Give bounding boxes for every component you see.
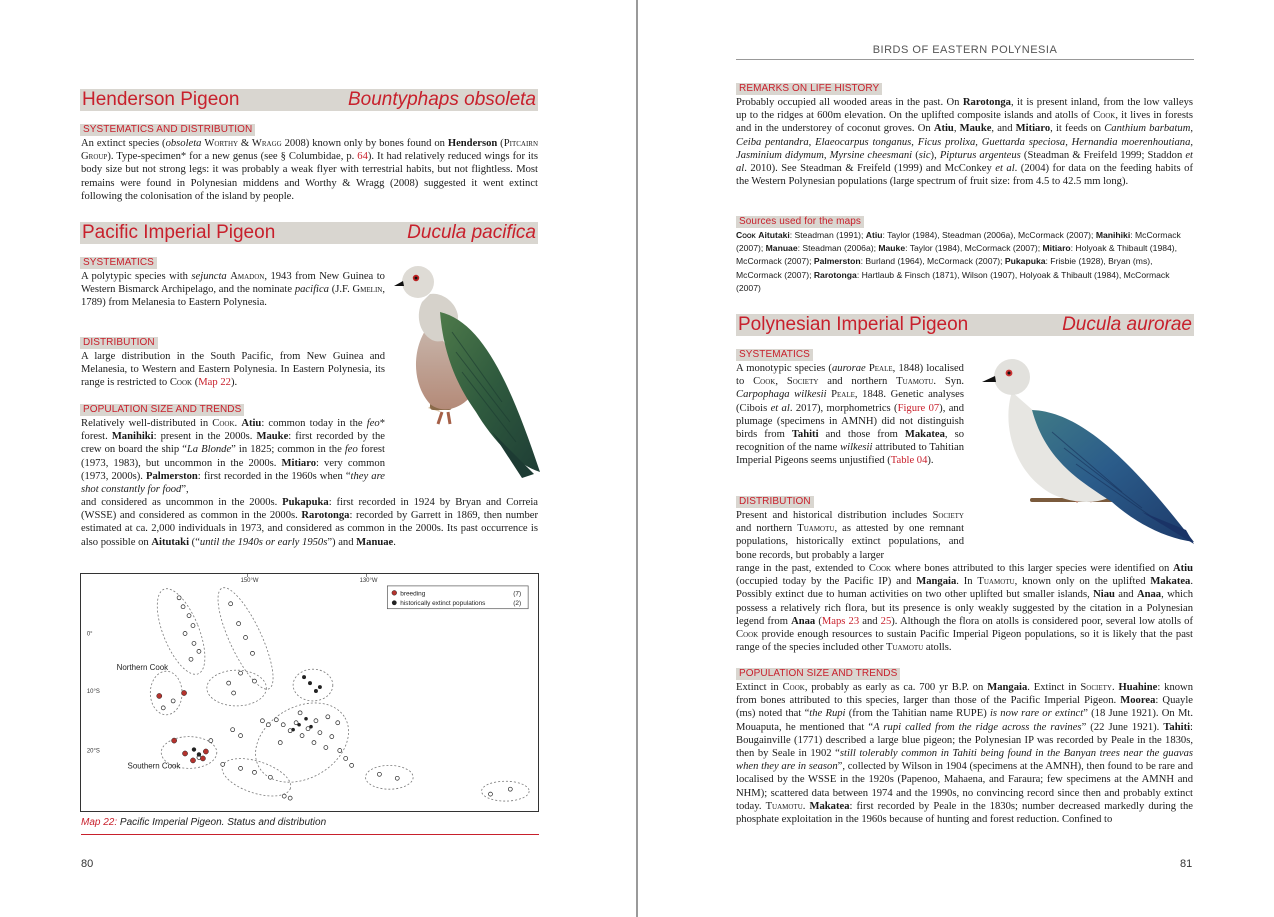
remarks-text: Probably occupied all wooded areas in the past. On Rarotonga, it is present inland, from the low valleys up to the ridges at 600m elevation. On the uplifted composite islands and atolls of Cook, it lives in forests and in the understorey of coconut groves. On Atiu, Mauke, and Mitiaro, it feeds on Canthium barbatum, Ceiba pentandra, Elaeocarpus tonganus, Ficus prolixa, Guettarda speciosa, Hernandia moerenhoutiana, Jasminium didymum, Myrsine cheesmani (sic), Pipturus argenteus (Steadman & Freifeld 1999; Staddon et al. 2010). See Steadman & Freifeld (1999) and McConkey et al. (2004) for data on the feeding habits of the Western Polynesian populations (large spectrum of fruit size: from 4.5 to 42.5 mm long). [736,97,1194,188]
section-label-systematics-distribution: SYSTEMATICS AND DISTRIBUTION [80,124,255,136]
legend-count-breeding: (7) [513,590,522,598]
legend-label-breeding: breeding [400,590,426,598]
legend-label-extinct: historically extinct populations [400,600,486,608]
species-heading-henderson [80,89,538,111]
running-head: BIRDS OF EASTERN POLYNESIA [736,44,1194,60]
section-label-distribution: DISTRIBUTION [736,496,814,508]
section-label-sources: Sources used for the maps [736,216,864,228]
section-label-remarks: REMARKS ON LIFE HISTORY [736,83,882,95]
page-number: 80 [81,858,94,870]
map-label-northern-cook: Northern Cook [116,663,169,673]
section-label-systematics: SYSTEMATICS [736,349,813,361]
pacific-population-text: Relatively well-distributed in Cook. Atiu: common today in the feo* forest. Manihiki: present in the 2000s. Mauke: first recorded by the crew on board the ship “La Blonde” in 1825; common in the feo forest (1973, 1983), but uncommon in the 2000s. Mitiaro: very common (1973, 2000s). Palmerston: first recorded in the 1960s when “they are shot constantly for food”, [81,418,386,496]
polynesian-distribution-text: Present and historical distribution includes Society and northern Tuamotu, as attested by one remnant populations, historically extinct populations, and bone records, but probably a larger [736,510,965,561]
map-tick-10s: 10°S [86,688,100,695]
species-heading-pacific [80,222,538,244]
distribution-map [80,573,539,812]
polynesian-distribution-text-cont: range in the past, extended to Cook where bones attributed to this larger species were identified on Atiu (occupied today by the Pacific IP) and Mangaia. In Tuamotu, known only on the uplifted Makatea. Possibly extinct due to human activities on two other uplifted but smaller islands, Niau and Anaa, which possess a relatively rich flora, but its presence is only weakly suggested by the citation in a Polynesian legend from Anaa (Maps 23 and 25). Although the flora on atolls is considered poor, several low atolls of Cook provide enough resources to sustain Pacific Imperial Pigeon populations, so it is likely that the past range of the species included other Tuamotu atolls. [736,563,1193,654]
map-tick-0: 0° [86,631,93,638]
section-label-population: POPULATION SIZE AND TRENDS [80,404,244,416]
species-common-name: Pacific Imperial Pigeon [82,222,276,243]
left-page [0,0,636,917]
map-caption [81,817,326,828]
species-latin-name: Ducula aurorae [1062,314,1192,335]
pacific-systematics-text: A polytypic species with sejuncta Amadon, 1943 from New Guinea to Western Bismarck Archipelago, and the nominate pacifica (J.F. Gmelin, 1789) from Melanesia to Eastern Polynesia. [81,271,385,309]
page-number: 81 [1180,858,1193,870]
legend-count-extinct: (2) [513,600,522,608]
species-latin-name: Bountyphaps obsoleta [347,89,536,110]
map-caption-ref: Map 22: [81,817,118,828]
species-heading-polynesian [736,314,1194,336]
map-tick-20s: 20°S [86,748,100,755]
polynesian-systematics-text: A monotypic species (aurorae Peale, 1848) localised to Cook, Society and northern Tuamotu. Syn. Carpophaga wilkesii Peale, 1848. Genetic analyses (Cibois et al. 2017), morphometrics (Figure 07), and plumage (specimens in AMNH) did not distinguish birds from Tahiti and those from Makatea, so recognition of the name wilkesii attributed to Tahitian Imperial Pigeons seems unjustified (Table 04). [736,363,965,467]
pacific-distribution-text: A large distribution in the South Pacific, from New Guinea and Melanesia, to Western and Eastern Polynesia. In Eastern Polynesia, its range is restricted to Cook (Map 22). [81,351,385,389]
henderson-systematics-text: An extinct species (obsoleta Worthy & Wragg 2008) known only by bones found on Henderson (Pitcairn Group). Type-specimen* for a new genus (see § Columbidae, p. 64). It had relatively reduced wings for its body size but not strong legs: it was probably a weak flyer with terrestrial habits, but not flightless. Most remains were found in Polynesian middens and Worthy & Wragg (2008) suggested it went extinct following the colonisation of the island by people. [81,138,538,202]
map-caption-rule [81,834,539,835]
map-legend [387,586,528,609]
pacific-imperial-pigeon-illustration [392,262,542,482]
species-common-name: Polynesian Imperial Pigeon [738,314,969,335]
map-tick-150w: 150°W [240,577,259,584]
map-caption-text: Pacific Imperial Pigeon. Status and distribution [117,817,327,828]
pacific-population-text-cont: and considered as uncommon in the 2000s. Pukapuka: first recorded in 1924 by Bryan and Correia (WSSE) and considered as common in the 2000s. Rarotonga: recorded by Garrett in 1869, then number estimated at ca. 2,000 individuals in 1973, and considered as common in the 2000s. Its past occurrence is also possible on Aitutaki (“until the 1940s or early 1950s”) and Manuae. [81,497,539,548]
polynesian-population-text: Extinct in Cook, probably as early as ca. 700 yr B.P. on Mangaia. Extinct in Society. Huahine: known from bones attributed to this species, larger than those of the Pacific Imperial Pigeon. Moorea: Quayle (ms) noted that “the Rupi (from the Tahitian name RUPE) is now rare or extinct” (18 June 1921). On Mt. Mouaputa, he mentioned that “A rupi called from the ridge across the ravines” (22 June 1921). Tahiti: Bougainville (1771) described a large blue pigeon; the Polynesian IP was recorded by Peale in the 1830s, then by Seale in 1902 “still tolerably common in Tahiti being found in the Banyan trees near the guavas when they are in season”, collected by Wilson in 1904 (specimens at the AMNH), then found to be rare and localised by the WSSE in the 1920s (Papenoo, Mahaena, and Faraura; few specimens at the AMNH and NHM); scattered data between 1974 and the 1990s, no convincing record since then and probably extinct today. Tuamotu. Makatea: first recorded by Peale in the 1830s; number decreased markedly during the phosphate exploitation in the 1960s because of hunting and forest reduction. Confined to [736,682,1194,826]
species-latin-name: Ducula pacifica [407,222,536,243]
sources-text: Cook Aitutaki: Steadman (1991); Atiu: Taylor (1984), Steadman (2006a), McCormack (2007); Manihiki: McCormack (2007); Manuae: Steadman (2006a); Mauke: Taylor (1984), McCormack (2007); Mitiaro: Holyoak & Thibault (1984), McCormack (2007); Palmerston: Burland (1964), McCormack (2007); Pukapuka: Frisbie (1928), Bryan (ms), McCormack (2007); Rarotonga: Hartlaub & Finsch (1871), Wilson (1907), Holyoak & Thibault (1984), McCormack (2007) [736,230,1181,293]
species-common-name: Henderson Pigeon [82,89,240,110]
polynesian-imperial-pigeon-illustration [972,352,1197,547]
section-label-distribution: DISTRIBUTION [80,337,158,349]
section-label-population: POPULATION SIZE AND TRENDS [736,668,900,680]
map-tick-130w: 130°W [359,577,378,584]
section-label-systematics: SYSTEMATICS [80,257,157,269]
map-label-southern-cook: Southern Cook [127,761,181,771]
right-page [638,0,1274,917]
